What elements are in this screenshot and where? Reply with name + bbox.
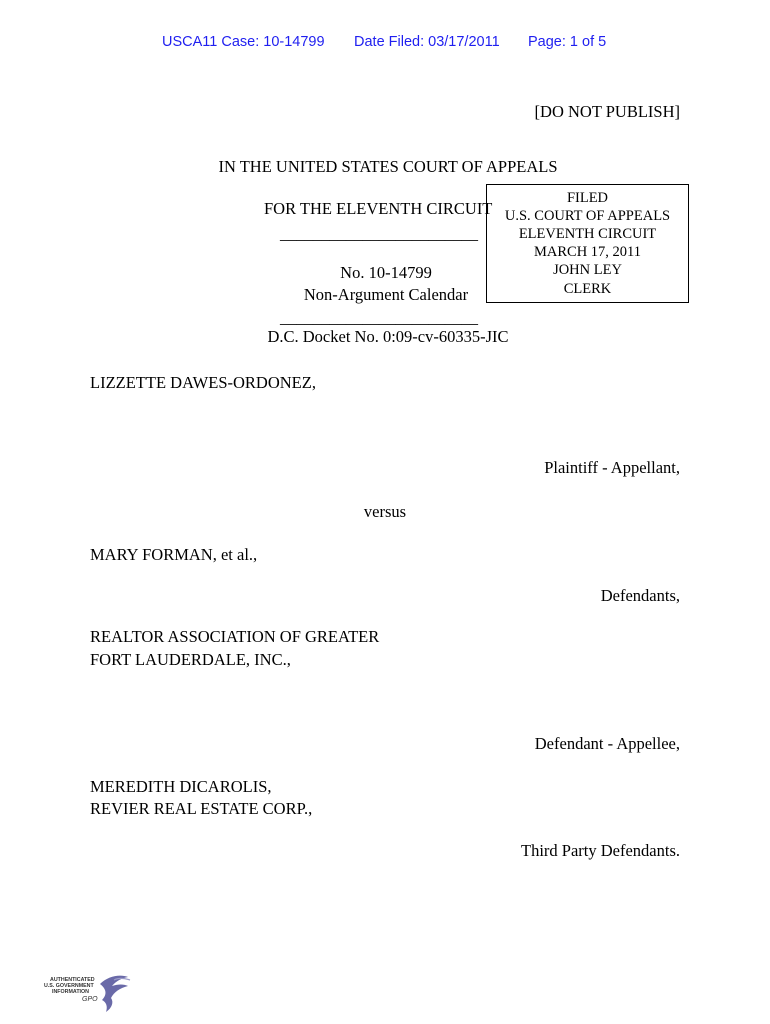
- plaintiff-name: LIZZETTE DAWES-ORDONEZ,: [90, 373, 316, 392]
- publish-notice: [DO NOT PUBLISH]: [534, 102, 680, 121]
- defendant-role: Defendants,: [600, 586, 680, 605]
- plaintiff-role: Plaintiff - Appellant,: [544, 458, 680, 477]
- stamp-line: JOHN LEY: [553, 262, 622, 278]
- title-rule: ________________________: [280, 224, 478, 243]
- appellee-name-line1: REALTOR ASSOCIATION OF GREATER: [90, 627, 380, 646]
- defendant-name: MARY FORMAN, et al.,: [90, 545, 258, 564]
- stamp-line: ELEVENTH CIRCUIT: [518, 226, 657, 242]
- logo-text-line: INFORMATION: [52, 989, 89, 995]
- calendar-type: Non-Argument Calendar: [303, 285, 469, 304]
- stamp-line: U.S. COURT OF APPEALS: [504, 208, 671, 224]
- third-party-line1: MEREDITH DICAROLIS,: [90, 777, 272, 796]
- filed-stamp: [486, 184, 689, 303]
- appellee-role: Defendant - Appellee,: [534, 734, 680, 753]
- docket-number: D.C. Docket No. 0:09-cv-60335-JIC: [267, 327, 509, 346]
- gpo-mark: GPO: [82, 996, 98, 1003]
- versus: versus: [363, 502, 407, 521]
- court-title: IN THE UNITED STATES COURT OF APPEALS: [218, 157, 558, 176]
- page-count-header: Page: 1 of 5: [528, 34, 607, 50]
- third-party-line2: REVIER REAL ESTATE CORP.,: [90, 799, 313, 818]
- stamp-line: MARCH 17, 2011: [533, 244, 641, 260]
- stamp-line: FILED: [566, 190, 609, 206]
- case-number-header: USCA11 Case: 10-14799: [162, 34, 325, 50]
- third-party-role: Third Party Defendants.: [521, 841, 680, 860]
- case-number: No. 10-14799: [340, 263, 432, 282]
- case-rule: ________________________: [280, 308, 478, 327]
- date-filed-header: Date Filed: 03/17/2011: [354, 34, 500, 50]
- circuit-title: FOR THE ELEVENTH CIRCUIT: [264, 199, 493, 218]
- logo-text-line: AUTHENTICATED: [50, 977, 95, 983]
- logo-text-line: U.S. GOVERNMENT: [44, 983, 94, 989]
- eagle-icon: [94, 974, 134, 1014]
- stamp-line: CLERK: [563, 281, 612, 297]
- filing-header: [0, 34, 770, 52]
- gpo-authentication-logo: [44, 974, 134, 1014]
- appellee-name-line2: FORT LAUDERDALE, INC.,: [90, 650, 291, 669]
